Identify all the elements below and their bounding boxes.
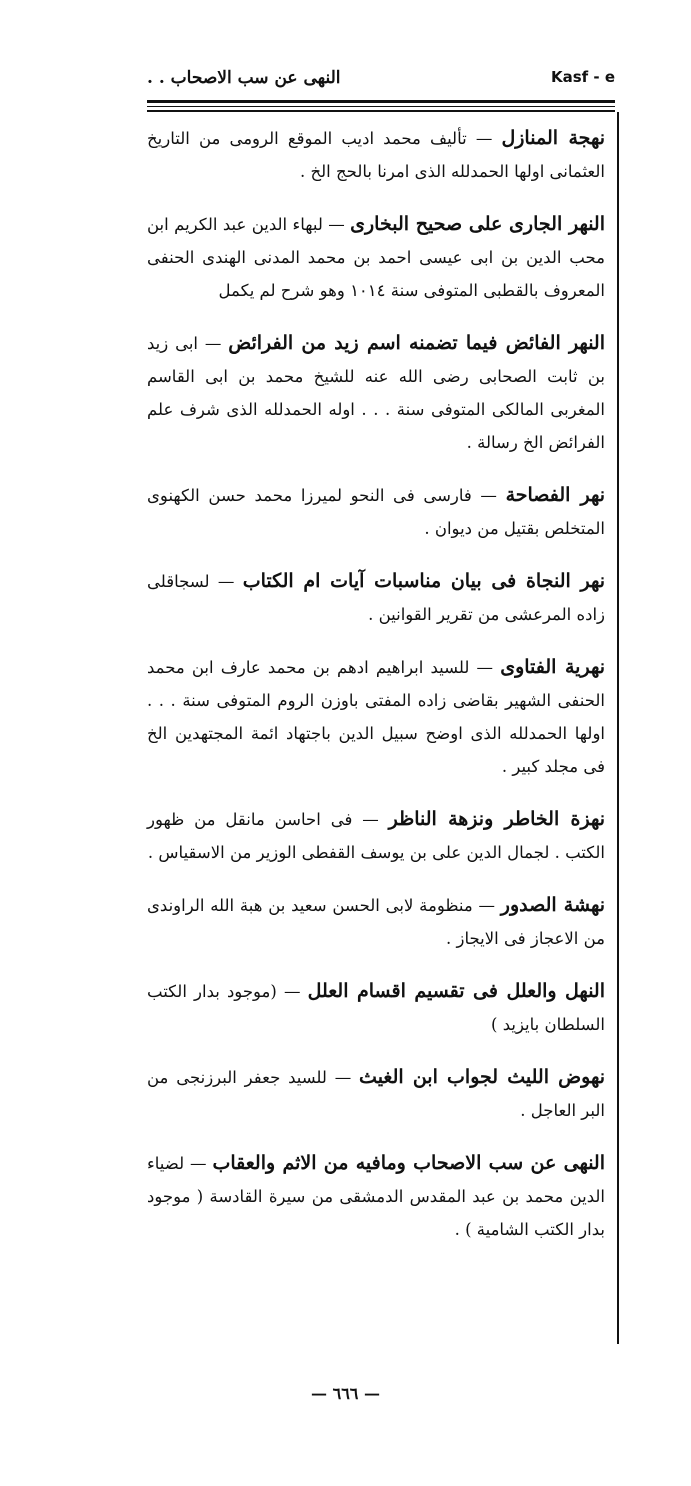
entry — [147, 651, 605, 783]
entry-text: — فى احاسن مانقل من ظهور الكتب . لجمال الدين على بن يوسف القفطى الوزير من الاسقياس . — [147, 810, 605, 862]
entry-title: النهر الجارى على صحيح البخارى — [350, 213, 605, 235]
entry-text: — ابى زيد بن ثابت الصحابى رضى الله عنه للشيخ محمد بن ابى القاسم المغربى المالكى المتوفى سنة . . . اوله الحمدلله الذى شرف علم الفرائض الخ رسالة . — [147, 334, 605, 452]
entry — [147, 975, 605, 1041]
entry — [147, 1147, 605, 1246]
entry-text: — فارسى فى النحو لميرزا محمد حسن الكهنوى المتخلص بقتيل من ديوان . — [147, 486, 605, 538]
entry — [147, 565, 605, 631]
header-rule-bottom — [147, 110, 615, 112]
entry-text: — لبهاء الدين عبد الكريم ابن محب الدين بن ابى عيسى احمد بن محمد المدنى الهندى الحنفى المعروف بالقطبى المتوفى سنة ١٠١٤ وهو شرح لم يكمل — [147, 215, 605, 300]
entry-title: النهر الفائض فيما تضمنه اسم زيد من الفرائض — [228, 332, 605, 354]
entry-title: نهشة الصدور — [500, 894, 605, 916]
entry-text: — للسيد ابراهيم ادهم بن محمد عارف ابن محمد الحنفى الشهير بقاضى زاده المفتى باوزن الروم المتوفى سنة . . . اولها الحمدلله الذى اوضح سبيل الدين باجتهاد ائمة المجتهدين الخ فى مجلد كبير . — [147, 658, 605, 776]
entry-title: نهوض الليث لجواب ابن الغيث — [359, 1066, 605, 1088]
entry-text: — لسجاقلى زاده المرعشى من تقرير القوانين . — [147, 572, 605, 624]
entry — [147, 1061, 605, 1127]
entry-title: نهر النجاة فى بيان مناسبات آيات ام الكتاب — [242, 570, 605, 592]
entries-list — [147, 122, 605, 1266]
section-label: Kasf - e — [550, 68, 615, 86]
entry — [147, 208, 605, 307]
entry-title: النهل والعلل فى تقسيم اقسام العلل — [307, 980, 605, 1002]
entry-text: — للسيد جعفر البرزنجى من البر العاجل . — [147, 1068, 605, 1120]
entry-text: — لضياء الدين محمد بن عبد المقدس الدمشقى من سيرة القادسة ( موجود بدار الكتب الشامية ) . — [147, 1154, 605, 1239]
running-title: النهى عن سب الاصحاب . . — [147, 68, 341, 88]
entry-text: — تأليف محمد اديب الموقع الرومى من التاريخ العثمانى اولها الحمدلله الذى امرنا بالحج الخ . — [147, 129, 605, 181]
entry-title: نهجة المنازل — [501, 127, 605, 149]
entry-title: النهى عن سب الاصحاب ومافيه من الاثم والعقاب — [212, 1152, 605, 1174]
entry-title: نهرية الفتاوى — [500, 656, 605, 678]
entry — [147, 803, 605, 869]
page-header — [147, 62, 615, 96]
margin-line — [617, 112, 619, 1344]
entry — [147, 479, 605, 545]
entry-text: — (موجود بدار الكتب السلطان بايزيد ) — [147, 982, 605, 1034]
entry-title: نهر الفصاحة — [505, 484, 605, 506]
entry — [147, 889, 605, 955]
entry-text: — منظومة لابى الحسن سعيد بن هبة الله الراوندى من الاعجاز فى الايجاز . — [147, 896, 605, 948]
header-rule-thin — [147, 106, 615, 107]
entry — [147, 122, 605, 188]
header-rule-thick — [147, 100, 615, 103]
page-number: — ٦٦٦ — — [311, 1384, 380, 1403]
entry — [147, 327, 605, 459]
entry-title: نهزة الخاطر ونزهة الناظر — [388, 808, 605, 830]
